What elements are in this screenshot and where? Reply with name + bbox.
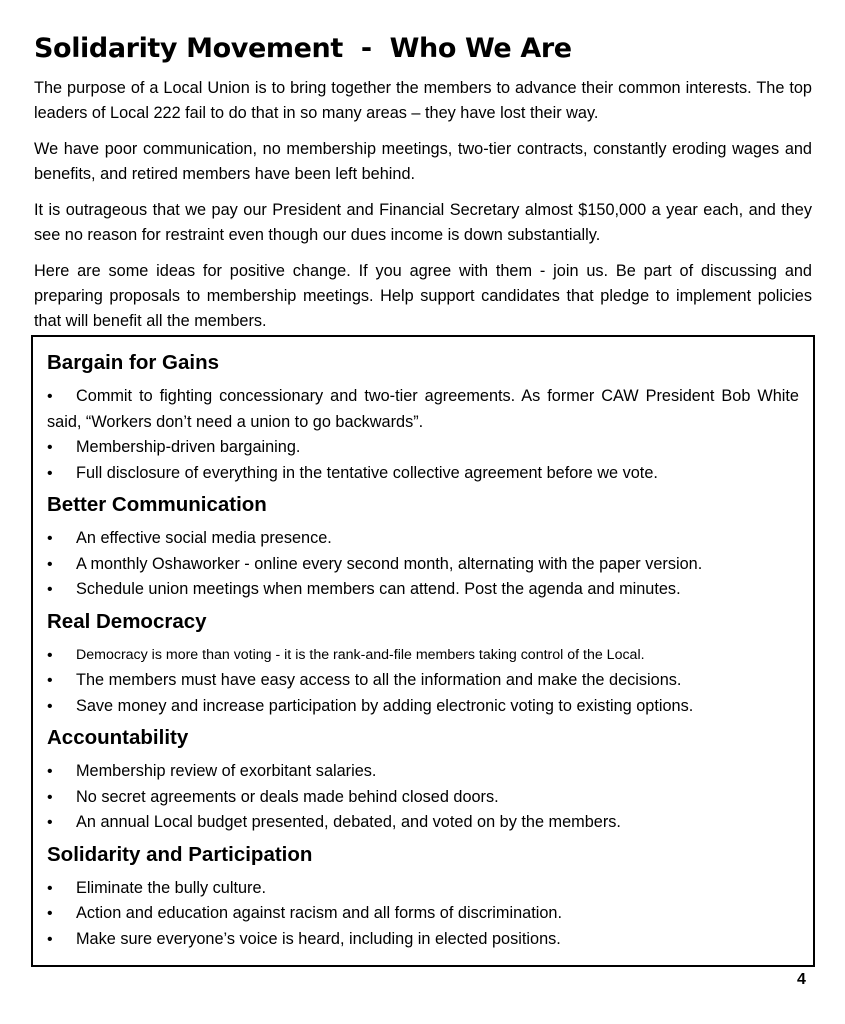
section-solidarity-and-participation — [47, 840, 799, 953]
section-heading: Better Communication — [47, 493, 267, 516]
bullet-icon — [47, 461, 76, 487]
list-item-text: No secret agreements or deals made behind closed doors. — [76, 787, 499, 806]
platform-box — [31, 335, 815, 967]
bullet-icon — [47, 577, 76, 603]
intro-paragraph: We have poor communication, no membership meetings, two-tier contracts, constantly eroding wages and benefits, and retired members have been left behind. — [34, 140, 812, 183]
list-item — [47, 435, 799, 461]
list-item — [47, 577, 799, 603]
list-item-text: Save money and increase participation by adding electronic voting to existing options. — [76, 696, 694, 715]
bullet-icon — [47, 384, 76, 410]
intro-paragraph: Here are some ideas for positive change. If you agree with them - join us. Be part of discussing and preparing proposals to membership meetings. Help support candidates that pledge to implement policies that will benefit all the members. — [34, 262, 812, 330]
bullet-icon — [47, 785, 76, 811]
bullet-list — [47, 876, 799, 953]
list-item-text: Action and education against racism and all forms of discrimination. — [76, 904, 562, 922]
bullet-list — [47, 759, 799, 836]
list-item — [47, 694, 799, 720]
bullet-icon — [47, 876, 76, 902]
list-item — [47, 876, 799, 902]
list-item-text: Membership-driven bargaining. — [76, 438, 301, 456]
section-heading: Solidarity and Participation — [47, 842, 313, 866]
intro-text — [34, 76, 812, 345]
bullet-list — [47, 384, 799, 486]
intro-paragraph: The purpose of a Local Union is to bring together the members to advance their common interests. The top leaders of Local 222 fail to do that in so many areas – they have lost their way. — [34, 79, 812, 122]
bullet-icon — [47, 759, 76, 785]
bullet-icon — [47, 668, 76, 694]
bullet-icon — [47, 435, 76, 461]
list-item-text: Full disclosure of everything in the tentative collective agreement before we vote. — [76, 463, 658, 482]
list-item — [47, 384, 799, 435]
bullet-icon — [47, 927, 76, 953]
list-item — [47, 643, 799, 669]
list-item-text: An annual Local budget presented, debated, and voted on by the members. — [76, 813, 621, 831]
bullet-list — [47, 643, 799, 720]
section-better-communication — [47, 490, 799, 603]
list-item — [47, 461, 799, 487]
list-item — [47, 759, 799, 785]
section-heading: Accountability — [47, 726, 189, 749]
list-item — [47, 668, 799, 694]
list-item-text: Membership review of exorbitant salaries. — [76, 762, 377, 780]
list-item-text: Commit to fighting concessionary and two-tier agreements. As former CAW President Bob White said, “Workers don’t need a union to go backwards”. — [47, 387, 799, 431]
section-accountability — [47, 723, 799, 836]
list-item — [47, 927, 799, 953]
section-real-democracy — [47, 607, 799, 720]
bullet-icon — [47, 552, 76, 578]
section-heading: Bargain for Gains — [47, 351, 220, 374]
list-item-text: Make sure everyone’s voice is heard, including in elected positions. — [76, 929, 561, 948]
list-item — [47, 785, 799, 811]
list-item — [47, 810, 799, 836]
list-item — [47, 552, 799, 578]
list-item — [47, 526, 799, 552]
bullet-icon — [47, 810, 76, 836]
page-title: Solidarity Movement - Who We Are — [34, 33, 572, 64]
list-item-text: Democracy is more than voting - it is the rank-and-file members taking control of the Local. — [76, 646, 645, 663]
page-number: 4 — [797, 971, 806, 988]
list-item-text: An effective social media presence. — [76, 529, 332, 547]
section-heading: Real Democracy — [47, 609, 207, 633]
bullet-icon — [47, 643, 76, 669]
list-item-text: The members must have easy access to all the information and make the decisions. — [76, 671, 682, 689]
list-item-text: Schedule union meetings when members can attend. Post the agenda and minutes. — [76, 580, 681, 598]
bullet-icon — [47, 526, 76, 552]
list-item — [47, 901, 799, 927]
bullet-icon — [47, 694, 76, 720]
list-item-text: Eliminate the bully culture. — [76, 878, 267, 897]
list-item-text: A monthly Oshaworker - online every second month, alternating with the paper version. — [76, 554, 703, 573]
bullet-list — [47, 526, 799, 603]
intro-paragraph: It is outrageous that we pay our President and Financial Secretary almost $150,000 a year each, and they see no reason for restraint even though our dues income is down substantially. — [34, 201, 812, 244]
section-bargain-for-gains — [47, 348, 799, 486]
bullet-icon — [47, 901, 76, 927]
